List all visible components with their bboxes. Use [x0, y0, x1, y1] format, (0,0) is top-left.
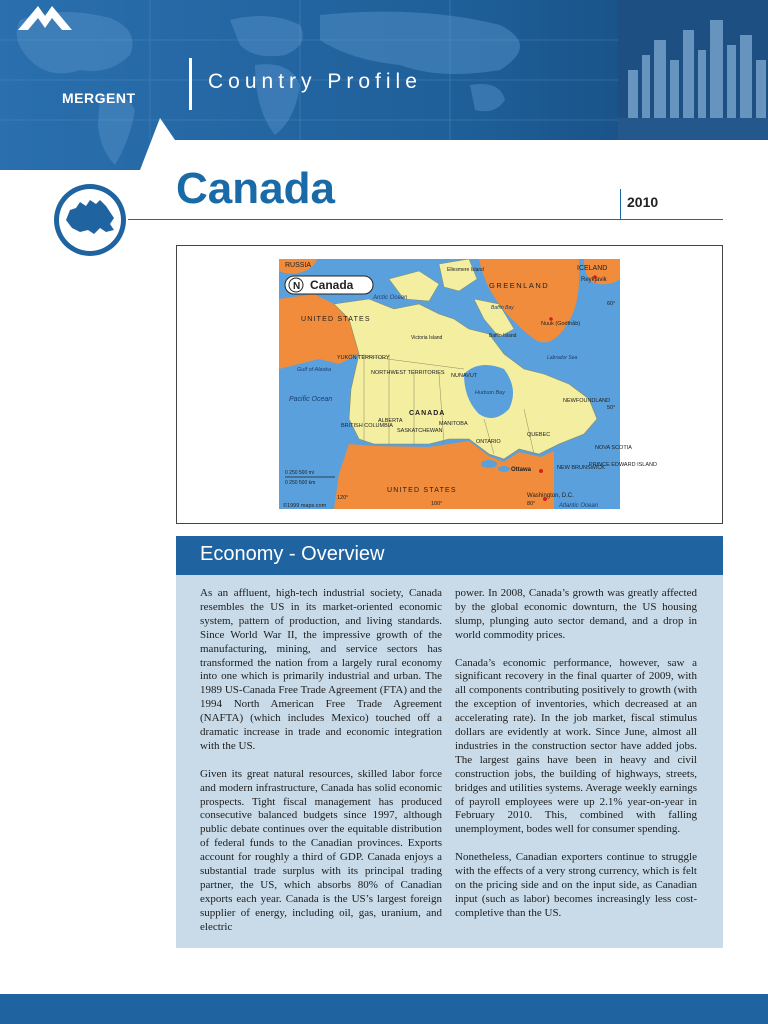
map-label-newfoundland: NEWFOUNDLAND — [563, 398, 611, 404]
economy-paragraph: Canada’s economic performance, however, saw a significant recovery in the final quarter of 2009, with all components contributing positively to growth (with the exception of inventories, which decreased at an accelerating rate). In the job market, fiscal stimulus dollars are evidently at work. Since June, almost all industries in the construction sector have added jobs. The largest gains have been in heavy and civil construction jobs, the building of highways, streets, bridges and utilities systems. Average weekly earnings of payroll employees were up 2.1% year-on-year in February 2010. This, combined with falling unemployment, bodes well for consumer spending. — [455, 656, 697, 836]
map-label-alberta: ALBERTA — [378, 418, 403, 424]
map-scale-km: 0 250 500 km — [285, 480, 316, 486]
economy-paragraph: As an affluent, high-tech industrial society, Canada resembles the US in its market-oriented economic system, pattern of production, and living standards. Since World War II, the impressive growth of the manufacturing, mining, and service sectors has transformed the nation from a largely rural economy into one which is primarily industrial and urban. The 1989 US-Canada Free Trade Agreement (FTA) and the 1994 North American Free Trade Agreement (NAFTA) (which includes Mexico) touched off a dramatic increase in trade and economic integration with the US. — [200, 587, 442, 752]
map-label-ontario: ONTARIO — [476, 439, 501, 445]
map-label-victoria-island: Victoria Island — [411, 335, 443, 341]
year-separator — [620, 189, 621, 219]
canada-map — [279, 259, 657, 509]
economy-paragraph: Given its great natural resources, skilled labor force and modern infrastructure, Canada has solid economic prospects. Tight fiscal management has produced consecutive balanced budgets since 1997, although public debate continues over the equitable distribution of federal funds to the Canadian provinces. Exports account for roughly a third of GDP. Canada enjoys a substantial trade surplus with its principal trading partner, the US, which absorbs 80% of Canadian exports each year. Canada is the US’s largest foreign supplier of energy, including oil, gas, uranium, and electric — [200, 767, 442, 933]
map-label-atlantic: Atlantic Ocean — [559, 503, 599, 509]
canada-map-icon — [52, 182, 128, 258]
map-label-new-brunswick: NEW BRUNSWICK — [557, 465, 605, 471]
map-lon-120: 120° — [337, 495, 349, 501]
economy-right-column — [455, 587, 697, 935]
logo-text: MERGENT — [62, 90, 136, 106]
map-label-ellesmere: Ellesmere Island — [447, 267, 484, 273]
map-scale-mi: 0 250 500 mi — [285, 470, 314, 476]
map-label-bc: BRITISH COLUMBIA — [341, 423, 393, 429]
map-label-baffin-island: Baffin Island — [489, 333, 517, 339]
economy-heading: Economy - Overview — [200, 543, 385, 565]
map-label-pei: PRINCE EDWARD ISLAND — [589, 462, 657, 468]
map-label-quebec: QUEBEC — [527, 432, 551, 438]
map-label-saskatchewan: SASKATCHEWAN — [397, 428, 443, 434]
map-canada-tag-label: Canada — [310, 278, 354, 292]
map-label-us-bottom: UNITED STATES — [387, 487, 457, 494]
header-banner — [0, 0, 768, 170]
economy-paragraph: Nonetheless, Canadian exporters continue to struggle with the effects of a very strong currency, which is felt on the pricing side and on the input side, as Canadian input (such as labor) becomes increasingly less cost-completive than the US. — [455, 851, 697, 919]
map-north-letter: N — [293, 281, 301, 292]
map-label-arctic: Arctic Ocean — [373, 295, 408, 301]
map-label-labrador-sea: Labrador Sea — [547, 355, 578, 361]
map-label-washington: Washington, D.C. — [527, 493, 574, 499]
economy-left-column — [200, 587, 442, 949]
footer-bar — [0, 994, 768, 1024]
map-copyright: ©1999 maps.com — [283, 503, 327, 509]
map-lat-50: 50° — [607, 405, 616, 411]
map-lat-60: 60° — [607, 301, 616, 307]
map-lon-100: 100° — [431, 501, 443, 507]
map-label-pacific: Pacific Ocean — [289, 396, 333, 403]
title-rule — [128, 219, 723, 220]
map-label-nwt: NORTHWEST TERRITORIES — [371, 370, 445, 376]
profile-year: 2010 — [627, 194, 659, 210]
country-title: Canada — [176, 164, 335, 213]
map-label-ottawa: Ottawa — [511, 467, 532, 473]
map-label-hudson-bay: Hudson Bay — [475, 390, 505, 396]
map-label-gulf-alaska: Gulf of Alaska — [297, 367, 332, 373]
map-label-greenland: GREENLAND — [489, 281, 550, 290]
economy-paragraph: power. In 2008, Canada’s growth was greatly affected by the global economic downturn, the US housing slump, plunging auto sector demand, and a drop in world commodity prices. — [455, 587, 697, 641]
map-label-manitoba: MANITOBA — [439, 421, 468, 427]
map-label-us-top: UNITED STATES — [301, 316, 371, 323]
map-lon-80: 80° — [527, 501, 536, 507]
mergent-logo — [0, 0, 90, 44]
header-title: Country Profile — [208, 70, 422, 93]
map-label-reykjavik: Reykjavik — [581, 277, 607, 283]
map-label-canada: CANADA — [409, 410, 446, 417]
map-label-yukon: YUKON TERRITORY — [337, 355, 390, 361]
map-label-iceland: ICELAND — [577, 265, 608, 272]
map-label-baffin-bay: Baffin Bay — [491, 305, 514, 311]
map-label-nova-scotia: NOVA SCOTIA — [595, 445, 632, 451]
map-label-nunavut: NUNAVUT — [451, 373, 478, 379]
map-ottawa-marker — [539, 469, 543, 473]
map-label-russia: RUSSIA — [285, 262, 312, 269]
header-divider — [189, 58, 192, 110]
map-label-nuuk: Nuuk (Godthåb) — [541, 321, 581, 327]
